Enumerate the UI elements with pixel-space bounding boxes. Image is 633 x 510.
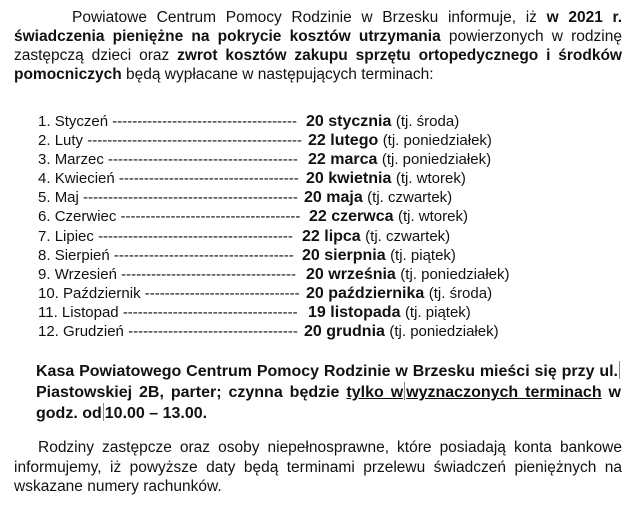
schedule-month-label: [38, 188, 298, 207]
schedule-month: Grudzień: [63, 323, 124, 341]
schedule-weekday: (tj. czwartek): [367, 189, 453, 207]
leader-dashes: -------------------------------------------: [83, 189, 298, 207]
schedule-payment-date: [306, 284, 492, 303]
schedule-row: [38, 188, 628, 207]
schedule-payment-date: [302, 246, 456, 265]
schedule-date-text: 22 czerwca: [309, 208, 394, 226]
schedule-number: 2.: [38, 132, 51, 150]
schedule-weekday: (tj. wtorek): [395, 170, 466, 188]
schedule-weekday: (tj. poniedziałek): [381, 151, 492, 169]
intro-bold-b: zwrot kosztów zakupu sprzętu ortopedycznego i środków pomocniczych: [14, 47, 622, 83]
leader-dashes: ------------------------------------: [118, 170, 299, 188]
schedule-payment-date: [306, 112, 459, 131]
intro-paragraph: [14, 8, 622, 84]
schedule-month-label: [38, 112, 297, 131]
schedule-row: [38, 322, 628, 341]
schedule-date-text: 20 maja: [304, 189, 363, 207]
office-line-c: w godz. od: [36, 384, 622, 422]
schedule-month: Czerwiec: [54, 208, 117, 226]
schedule-row: [38, 207, 628, 226]
intro-bold-a: w 2021 r. świadczenia pieniężne na pokrycie kosztów utrzymania: [14, 9, 622, 45]
schedule-number: 1.: [38, 113, 51, 130]
schedule-number: 9.: [38, 265, 51, 283]
leader-dashes: -----------------------------------: [121, 265, 296, 283]
schedule-month-label: [38, 284, 300, 303]
schedule-row: [38, 284, 628, 303]
schedule-number: 5.: [38, 189, 51, 207]
schedule-weekday: (tj. poniedziałek): [389, 323, 499, 341]
schedule-payment-date: [308, 131, 492, 150]
schedule-number: 8.: [38, 246, 51, 264]
schedule-number: 7.: [38, 227, 51, 245]
office-underlined-a: tylko w: [346, 384, 404, 401]
schedule-month: Marzec: [54, 151, 104, 169]
payment-schedule-list: [38, 112, 628, 341]
schedule-weekday: (tj. wtorek): [397, 208, 468, 226]
office-paragraph: [36, 361, 621, 424]
schedule-date-text: 22 lutego: [308, 132, 379, 150]
leader-dashes: ----------------------------------: [128, 323, 298, 341]
schedule-row: [38, 227, 628, 246]
schedule-number: 12.: [38, 323, 59, 341]
office-line-a: Kasa Powiatowego Centrum Pomocy Rodzinie w Brzesku mieści się przy ul.: [36, 363, 618, 380]
schedule-row: [38, 131, 628, 150]
schedule-payment-date: [308, 150, 491, 169]
schedule-month: Listopad: [61, 303, 119, 321]
schedule-date-text: 20 sierpnia: [302, 246, 386, 264]
leader-dashes: ------------------------------------: [120, 208, 301, 226]
schedule-row: [38, 246, 628, 265]
schedule-payment-date: [309, 207, 468, 226]
schedule-month-label: [38, 207, 300, 226]
schedule-month: Styczeń: [54, 113, 109, 130]
schedule-number: 10.: [38, 284, 59, 302]
schedule-month-label: [38, 227, 293, 246]
schedule-month: Sierpień: [54, 246, 110, 264]
intro-text-b: powierzonych w rodzinę zastępczą dzieci oraz: [14, 28, 622, 64]
schedule-month-label: [38, 322, 298, 341]
schedule-row: [38, 265, 628, 284]
leader-dashes: ------------------------------------: [113, 246, 294, 264]
closing-text: Rodziny zastępcze oraz osoby niepełnosprawne, które posiadają konta bankowe informujemy, iż powyższe daty będą terminami przelewu świadczeń pieniężnych na wskazane numery rachunków.: [14, 439, 622, 495]
schedule-weekday: (tj. czwartek): [365, 227, 451, 245]
schedule-weekday: (tj. poniedziałek): [400, 265, 510, 283]
schedule-payment-date: [304, 322, 499, 341]
office-line-b: Piastowskiej 2B, parter; czynna będzie: [36, 384, 347, 401]
schedule-weekday: (tj. poniedziałek): [382, 132, 492, 150]
schedule-date-text: 20 grudnia: [304, 323, 385, 341]
closing-paragraph: [14, 438, 622, 497]
schedule-month: Wrzesień: [54, 265, 117, 283]
schedule-month: Kwiecień: [54, 170, 115, 188]
text-cursor-mark: [404, 382, 405, 400]
schedule-date-text: 19 listopada: [308, 303, 401, 321]
intro-text-c: będą wypłacane w następujących terminach:: [121, 66, 434, 83]
schedule-month: Lipiec: [54, 227, 94, 245]
schedule-date-text: 20 września: [306, 265, 396, 283]
schedule-weekday: (tj. piątek): [390, 246, 456, 264]
schedule-row: [38, 303, 628, 322]
leader-dashes: ---------------------------------------: [98, 227, 293, 245]
schedule-number: 4.: [38, 170, 51, 188]
schedule-number: 3.: [38, 151, 51, 169]
schedule-month-label: [38, 150, 298, 169]
schedule-payment-date: [306, 265, 510, 284]
schedule-payment-date: [306, 169, 466, 188]
schedule-date-text: 20 października: [306, 284, 425, 302]
schedule-month-label: [38, 246, 294, 265]
office-hours: 10.00 – 13.00.: [104, 405, 208, 422]
schedule-month-label: [38, 303, 298, 322]
leader-dashes: --------------------------------------: [108, 151, 298, 169]
schedule-number: 6.: [38, 208, 51, 226]
schedule-payment-date: [308, 303, 471, 322]
schedule-date-text: 20 kwietnia: [306, 170, 392, 188]
leader-dashes: -------------------------------: [144, 284, 300, 302]
schedule-row: [38, 169, 628, 188]
schedule-date-text: 22 marca: [308, 151, 378, 169]
schedule-payment-date: [304, 188, 452, 207]
office-underlined-b: wyznaczonych terminach: [406, 384, 602, 401]
schedule-payment-date: [302, 227, 450, 246]
schedule-month: Luty: [54, 132, 84, 150]
schedule-weekday: (tj. środa): [428, 284, 493, 302]
leader-dashes: -------------------------------------------: [87, 132, 303, 150]
schedule-month: Październik: [63, 284, 141, 302]
text-cursor-mark: [103, 403, 104, 421]
schedule-weekday: (tj. środa): [395, 113, 460, 130]
text-cursor-mark: [619, 361, 620, 379]
leader-dashes: -----------------------------------: [122, 303, 298, 321]
schedule-month-label: [38, 265, 296, 284]
leader-dashes: -------------------------------------: [112, 113, 298, 130]
schedule-date-text: 22 lipca: [302, 227, 361, 245]
schedule-number: 11.: [38, 303, 58, 321]
schedule-date-text: 20 stycznia: [306, 113, 392, 130]
schedule-row: [38, 150, 628, 169]
intro-text-a: Powiatowe Centrum Pomocy Rodzinie w Brzesku informuje, iż: [72, 9, 547, 26]
schedule-month-label: [38, 169, 299, 188]
schedule-weekday: (tj. piątek): [404, 303, 471, 321]
schedule-row: [38, 112, 628, 131]
schedule-month: Maj: [54, 189, 79, 207]
schedule-month-label: [38, 131, 302, 150]
